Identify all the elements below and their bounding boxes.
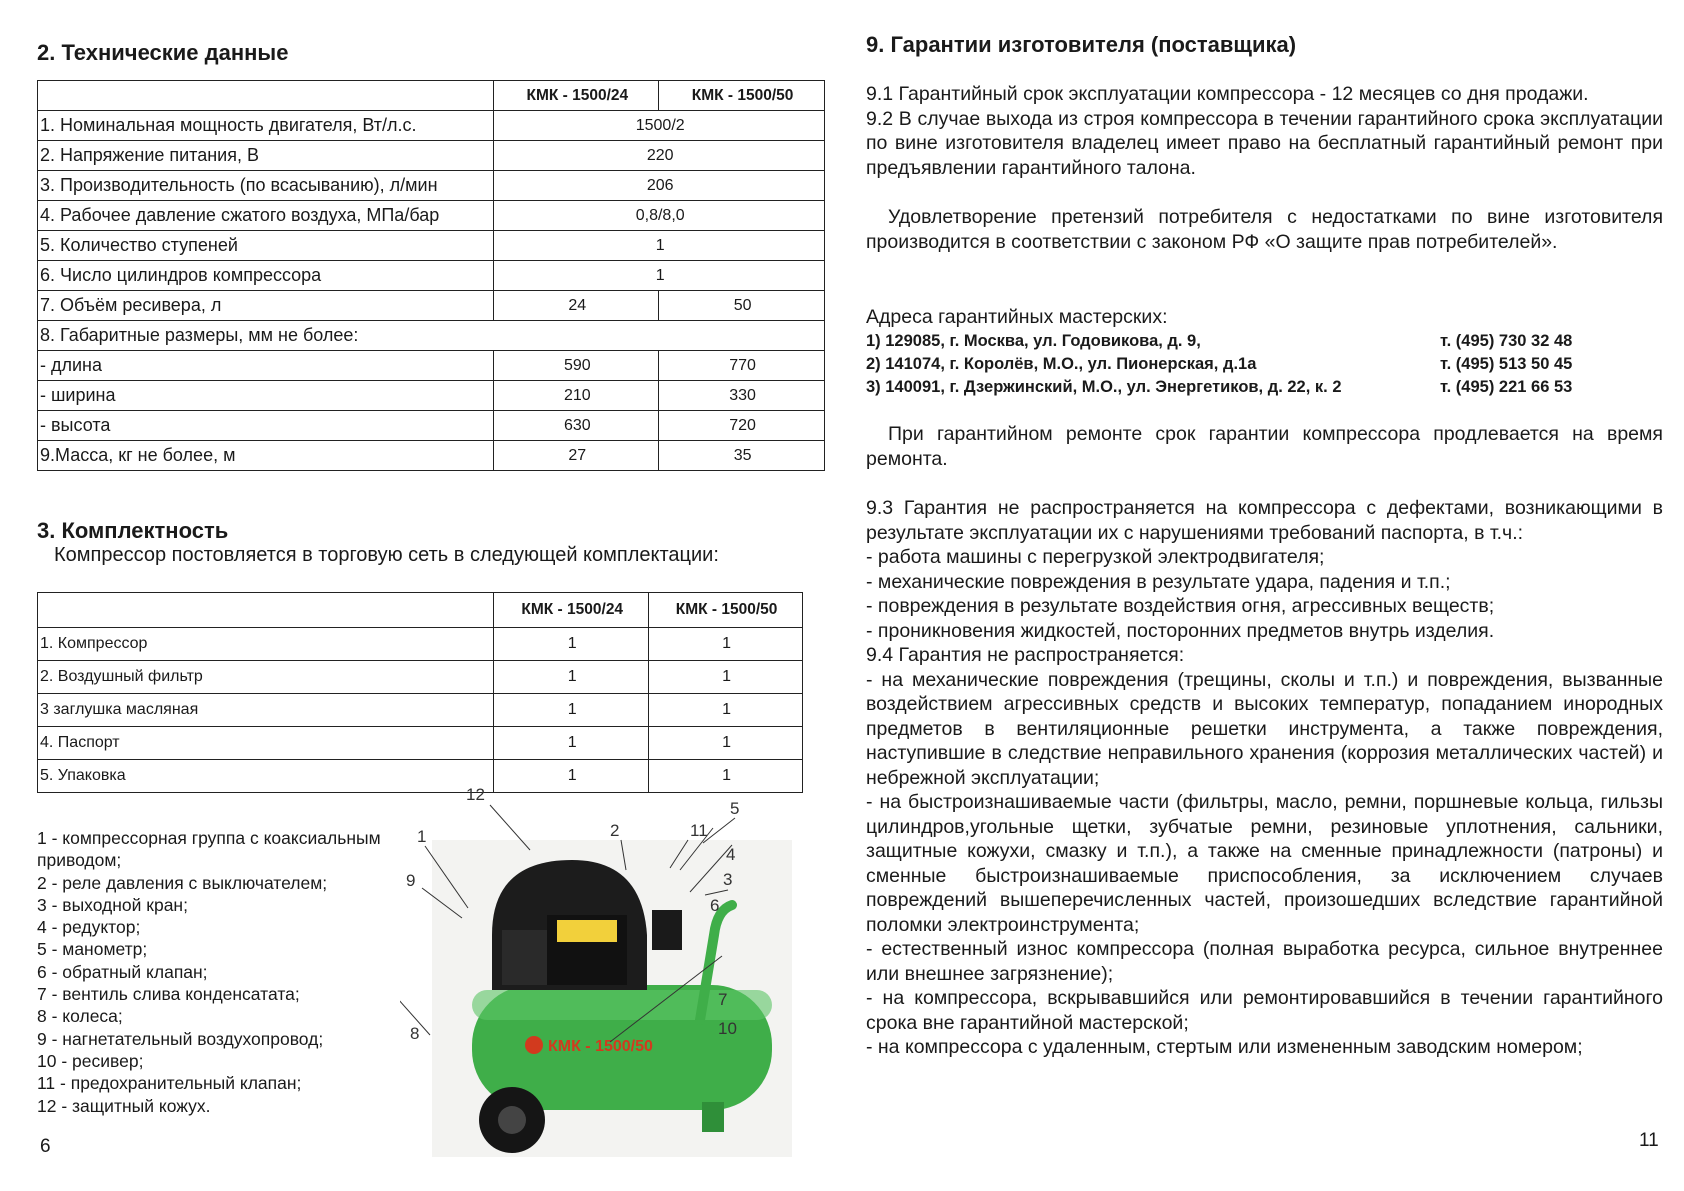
- spec-row: [38, 171, 825, 201]
- kit-row: [38, 727, 803, 760]
- warranty-p1: 9.1 Гарантийный срок эксплуатации компрессора - 12 месяцев со дня продажи.: [866, 83, 1589, 105]
- spec-value-50: 50: [659, 291, 825, 321]
- exclusion-item: - на компрессора с удаленным, стертым или измененным заводским номером;: [866, 1036, 1583, 1058]
- kit-value-50: 1: [649, 661, 803, 694]
- spec-label: 5. Количество ступеней: [38, 231, 494, 261]
- legend-item: 2 - реле давления с выключателем;: [37, 872, 328, 893]
- callout-12: 12: [466, 785, 485, 804]
- exclusion-item: - на быстроизнашиваемые части (фильтры, масло, ремни, поршневые кольца, гильзы цилиндров,угольные щетки, зубчатые ремни, резиновые уплотнения, сальники, защитные кожухи, смазку и т.п.), а также на сменные принадлежности (патроны) и сменные быстроизнашиваемые приспособления, за исключением случаев повреждений вышеперечисленных частей, произошедших вследствие гарантийной поломки электроинструмента;: [866, 791, 1663, 936]
- kit-row: [38, 694, 803, 727]
- exclusion-item: - на механические повреждения (трещины, сколы и т.п.) и повреждения, вызванные воздействием агрессивных средств и высоких температур, попаданием инородных предметов в вентиляционные решетки инструмента, а также повреждения, наступившие в следствие неправильного хранения (коррозия металлических частей) и небрежной эксплуатации;: [866, 668, 1663, 789]
- kit-value-50: 1: [649, 694, 803, 727]
- spec-row: [38, 111, 825, 141]
- spec-table: [37, 80, 825, 471]
- legend-item: 10 - ресивер;: [37, 1050, 144, 1071]
- spec-label: - высота: [38, 411, 494, 441]
- kit-value-24: 1: [494, 661, 649, 694]
- warranty-p6: 9.4 Гарантия не распространяется:: [866, 644, 1185, 666]
- warranty-block-4: [866, 496, 1663, 1060]
- kit-value-50: 1: [649, 760, 803, 793]
- spec-value-24: 590: [494, 351, 659, 381]
- spec-label: 8. Габаритные размеры, мм не более:: [38, 321, 825, 351]
- kit-header-empty: [38, 593, 494, 628]
- kit-row: [38, 628, 803, 661]
- legend-item: 3 - выходной кран;: [37, 894, 188, 915]
- address-text: 1) 129085, г. Москва, ул. Годовикова, д. 9,: [866, 332, 1201, 350]
- spec-label: 9.Масса, кг не более, м: [38, 441, 494, 471]
- callout-9: 9: [406, 871, 416, 890]
- page-number-left: 6: [40, 1136, 51, 1157]
- legend-item: 8 - колеса;: [37, 1006, 123, 1027]
- exclusion-item: - повреждения в результате воздействия огня, агрессивных веществ;: [866, 595, 1495, 617]
- warranty-p2: 9.2 В случае выхода из строя компрессора в течении гарантийного срока эксплуатации по вине изготовителя владелец имеет право на бесплатный гарантийный ремонт при предъявлении гарантийного талона.: [866, 107, 1663, 179]
- spec-row: [38, 201, 825, 231]
- callout-1: 1: [417, 827, 427, 846]
- address-text: 2) 141074, г. Королёв, М.О., ул. Пионерская, д.1а: [866, 355, 1257, 373]
- addr-title: Адреса гарантийных мастерских:: [866, 306, 1168, 328]
- callout-2: 2: [610, 821, 620, 840]
- spec-row: [38, 141, 825, 171]
- address-phone: т. (495) 221 66 53: [1440, 378, 1573, 396]
- kit-value-24: 1: [494, 727, 649, 760]
- warranty-block-1: [866, 82, 1663, 180]
- callout-10: 10: [718, 1019, 737, 1038]
- exclusion-item: - работа машины с перегрузкой электродвигателя;: [866, 546, 1325, 568]
- spec-value-50: 770: [659, 351, 825, 381]
- kit-label: 5. Упаковка: [38, 760, 494, 793]
- spec-value: 206: [494, 171, 825, 201]
- kit-label: 4. Паспорт: [38, 727, 494, 760]
- spec-value-50: 35: [659, 441, 825, 471]
- kit-value-50: 1: [649, 628, 803, 661]
- spec-header-col2: КМК - 1500/50: [659, 81, 825, 111]
- section3-intro: Компрессор постовляется в торговую сеть в следующей комплектации:: [54, 544, 719, 566]
- kit-value-50: 1: [649, 727, 803, 760]
- spec-row: [38, 261, 825, 291]
- kit-label: 2. Воздушный фильтр: [38, 661, 494, 694]
- address-text: 3) 140091, г. Дзержинский, М.О., ул. Энергетиков, д. 22, к. 2: [866, 378, 1342, 396]
- exclusion-item: - механические повреждения в результате удара, падения и т.п.;: [866, 570, 1451, 593]
- exclusion-item: - естественный износ компрессора (полная выработка ресурса, сильное внутреннее или внешнее загрязнение);: [866, 938, 1663, 985]
- legend-item: 5 - манометр;: [37, 939, 148, 960]
- spec-label: 4. Рабочее давление сжатого воздуха, МПа/бар: [38, 201, 494, 231]
- callout-4: 4: [726, 845, 736, 864]
- address-phone: т. (495) 513 50 45: [1440, 355, 1573, 373]
- spec-value-24: 630: [494, 411, 659, 441]
- spec-label: 2. Напряжение питания, В: [38, 141, 494, 171]
- spec-value-24: 27: [494, 441, 659, 471]
- kit-value-24: 1: [494, 760, 649, 793]
- exclusions-list-2: [866, 668, 1663, 1060]
- spec-header-row: [38, 81, 825, 111]
- spec-value-50: 720: [659, 411, 825, 441]
- model-label: КМК - 1500/50: [548, 1038, 653, 1055]
- callout-7: 7: [718, 990, 728, 1009]
- section3-title: 3. Комплектность: [37, 518, 229, 543]
- kit-label: 1. Компрессор: [38, 628, 494, 661]
- kit-header-row: [38, 593, 803, 628]
- spec-row: [38, 321, 825, 351]
- spec-label: - длина: [38, 351, 494, 381]
- callout-8: 8: [410, 1024, 420, 1043]
- section2-title: 2. Технические данные: [37, 40, 289, 65]
- spec-value-24: 210: [494, 381, 659, 411]
- legend-item: 9 - нагнетательный воздухопровод;: [37, 1028, 324, 1049]
- warranty-p5: 9.3 Гарантия не распространяется на компрессора с дефектами, возникающими в результате эксплуатации их с нарушениями требований паспорта, в т.ч.:: [866, 497, 1663, 544]
- kit-header-col1: КМК - 1500/24: [494, 593, 649, 628]
- legend-item: 11 - предохранительный клапан;: [37, 1073, 302, 1094]
- section9-title: 9. Гарантии изготовителя (поставщика): [866, 32, 1297, 57]
- callout-5: 5: [730, 799, 740, 818]
- kit-header-col2: КМК - 1500/50: [649, 593, 803, 628]
- spec-value: 1: [494, 231, 825, 261]
- legend-item: 7 - вентиль слива конденсатата;: [37, 984, 300, 1005]
- kit-label: 3 заглушка масляная: [38, 694, 494, 727]
- exclusions-list-1: [866, 545, 1663, 643]
- spec-label: 1. Номинальная мощность двигателя, Вт/л.с.: [38, 111, 494, 141]
- warranty-block-2: [866, 205, 1663, 254]
- callout-3: 3: [723, 870, 733, 889]
- kit-table: [37, 592, 803, 793]
- address-row: [866, 330, 1572, 353]
- spec-label: 3. Производительность (по всасыванию), л/мин: [38, 171, 494, 201]
- spec-label: - ширина: [38, 381, 494, 411]
- spec-value: 0,8/8,0: [494, 201, 825, 231]
- callout-11: 11: [690, 821, 708, 840]
- address-row: [866, 376, 1572, 399]
- kit-row: [38, 661, 803, 694]
- spec-value: 1: [494, 261, 825, 291]
- legend-item: 12 - защитный кожух.: [37, 1095, 211, 1116]
- kit-value-24: 1: [494, 694, 649, 727]
- spec-row: [38, 351, 825, 381]
- warranty-p4: При гарантийном ремонте срок гарантии компрессора продлевается на время ремонта.: [866, 423, 1663, 470]
- spec-row: [38, 441, 825, 471]
- spec-header-empty: [38, 81, 494, 111]
- legend-item: 4 - редуктор;: [37, 917, 141, 938]
- callout-layer: [400, 780, 800, 1100]
- spec-label: 7. Объём ресивера, л: [38, 291, 494, 321]
- spec-label: 6. Число цилиндров компрессора: [38, 261, 494, 291]
- spec-row: [38, 381, 825, 411]
- spec-header-col1: КМК - 1500/24: [494, 81, 659, 111]
- kit-value-24: 1: [494, 628, 649, 661]
- exclusion-item: - на компрессора, вскрывавшийся или ремонтировавшийся в течении гарантийного срока вне гарантийной мастерской;: [866, 987, 1663, 1034]
- warranty-block-3: [866, 422, 1663, 471]
- spec-value-50: 330: [659, 381, 825, 411]
- warranty-p3: Удовлетворение претензий потребителя с недостатками по вине изготовителя производится в соответствии с законом РФ «О защите прав потребителей».: [866, 206, 1663, 253]
- callout-6: 6: [710, 896, 720, 915]
- spec-value-24: 24: [494, 291, 659, 321]
- parts-legend: [37, 827, 397, 1117]
- exclusion-item: - проникновения жидкостей, посторонних предметов внутрь изделия.: [866, 619, 1495, 642]
- spec-value: 220: [494, 141, 825, 171]
- legend-item: 1 - компрессорная группа с коаксиальным приводом;: [37, 828, 381, 871]
- page-number-right: 11: [1639, 1130, 1659, 1151]
- legend-item: 6 - обратный клапан;: [37, 961, 208, 982]
- address-phone: т. (495) 730 32 48: [1440, 332, 1573, 350]
- spec-row: [38, 291, 825, 321]
- address-list: [866, 330, 1572, 399]
- spec-value: 1500/2: [494, 111, 825, 141]
- spec-row: [38, 411, 825, 441]
- spec-row: [38, 231, 825, 261]
- address-row: [866, 353, 1572, 376]
